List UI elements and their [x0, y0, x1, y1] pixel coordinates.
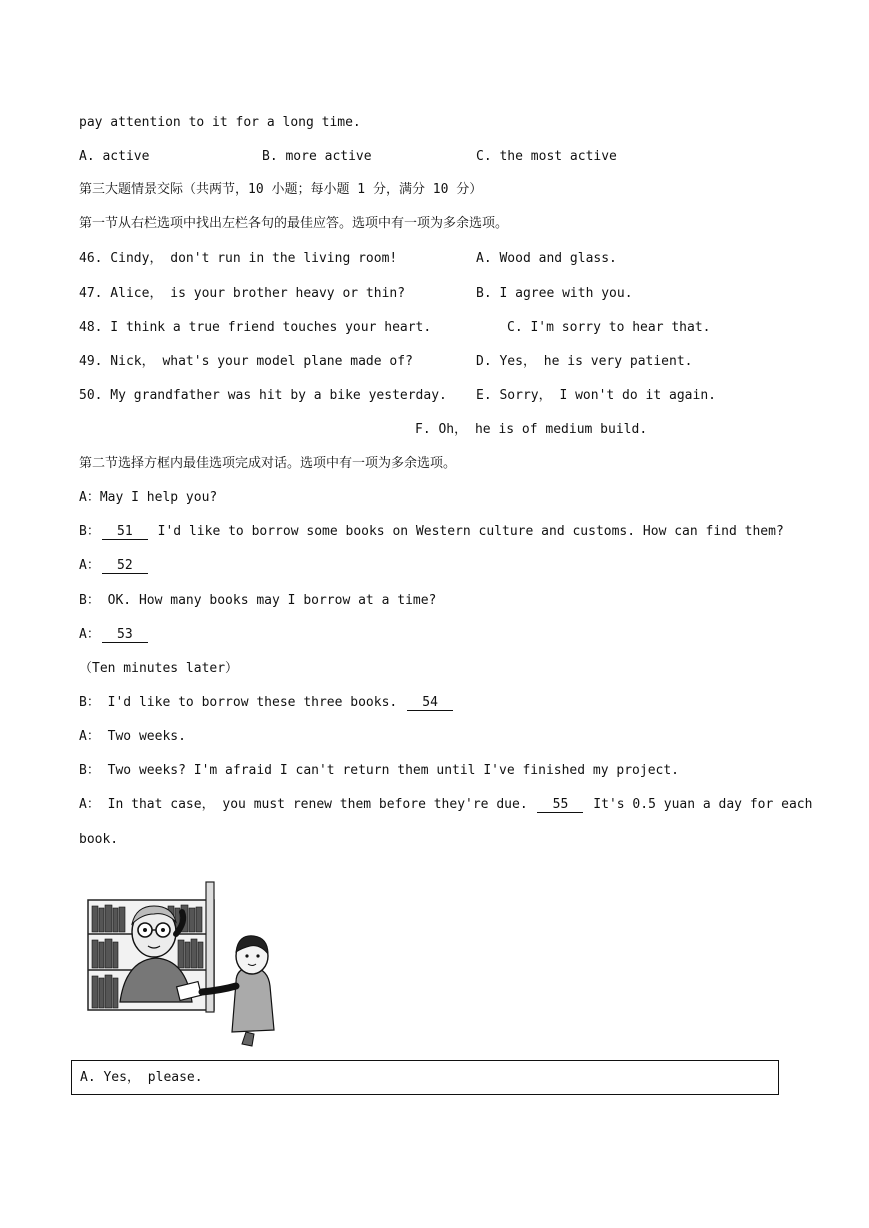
q45-option-a: A. active: [79, 149, 150, 164]
dialogue-line-8: A： Two weeks.: [79, 729, 186, 744]
blank-54[interactable]: 54: [407, 696, 453, 711]
option-c: C. I'm sorry to hear that.: [507, 320, 711, 335]
dialogue-line-9: B： Two weeks? I'm afraid I can't return them until I've finished my project.: [79, 763, 679, 778]
dialogue-line-1: A：May I help you?: [79, 490, 218, 505]
speaker-b: B：: [79, 524, 100, 539]
speaker-a: A：: [79, 627, 100, 642]
question-47: 47. Alice， is your brother heavy or thin?: [79, 286, 406, 301]
option-f: F. Oh， he is of medium build.: [415, 422, 648, 437]
q45-option-c: C. the most active: [476, 149, 617, 164]
option-a: A. Wood and glass.: [476, 251, 617, 266]
dialogue-text: A： In that case， you must renew them before they're due.: [79, 797, 528, 812]
option-d: D. Yes， he is very patient.: [476, 354, 693, 369]
dialogue-line-4: B： OK. How many books may I borrow at a time?: [79, 593, 437, 608]
question-46: 46. Cindy， don't run in the living room!: [79, 251, 398, 266]
dialogue-line-10: [79, 797, 812, 813]
dialogue-line-11: book.: [79, 832, 119, 847]
dialogue-line-5: [79, 627, 150, 643]
q45-option-b: B. more active: [262, 149, 372, 164]
blank-55[interactable]: 55: [537, 798, 583, 813]
question-50: 50. My grandfather was hit by a bike yesterday.: [79, 388, 447, 403]
dialogue-text-tail: It's 0.5 yuan a day for each: [593, 797, 813, 812]
option-b: B. I agree with you.: [476, 286, 633, 301]
dialogue-line-2: [79, 524, 784, 540]
speaker-a: A：: [79, 558, 100, 573]
dialogue-text: B： I'd like to borrow these three books.: [79, 695, 398, 710]
options-box: [71, 1060, 779, 1095]
section3-title: 第三大题情景交际（共两节，10 小题；每小题 1 分，满分 10 分）: [79, 182, 483, 197]
box-option-a: A. Yes， please.: [80, 1070, 203, 1085]
blank-53[interactable]: 53: [102, 628, 148, 643]
part1-instruction: 第一节从右栏选项中找出左栏各句的最佳应答。选项中有一项为多余选项。: [79, 216, 509, 231]
dialogue-line-7: [79, 695, 455, 711]
part2-instruction: 第二节选择方框内最佳选项完成对话。选项中有一项为多余选项。: [79, 456, 457, 471]
question-49: 49. Nick， what's your model plane made of?: [79, 354, 413, 369]
dialogue-line-3: [79, 558, 150, 574]
option-e: E. Sorry， I won't do it again.: [476, 388, 716, 403]
dialogue-text: I'd like to borrow some books on Western culture and customs. How can find them?: [157, 524, 784, 539]
blank-52[interactable]: 52: [102, 559, 148, 574]
library-illustration: [86, 872, 286, 1052]
dialogue-line-6: （Ten minutes later）: [79, 661, 239, 676]
blank-51[interactable]: 51: [102, 525, 148, 540]
q45-tail: pay attention to it for a long time.: [79, 115, 361, 130]
question-48: 48. I think a true friend touches your heart.: [79, 320, 432, 335]
